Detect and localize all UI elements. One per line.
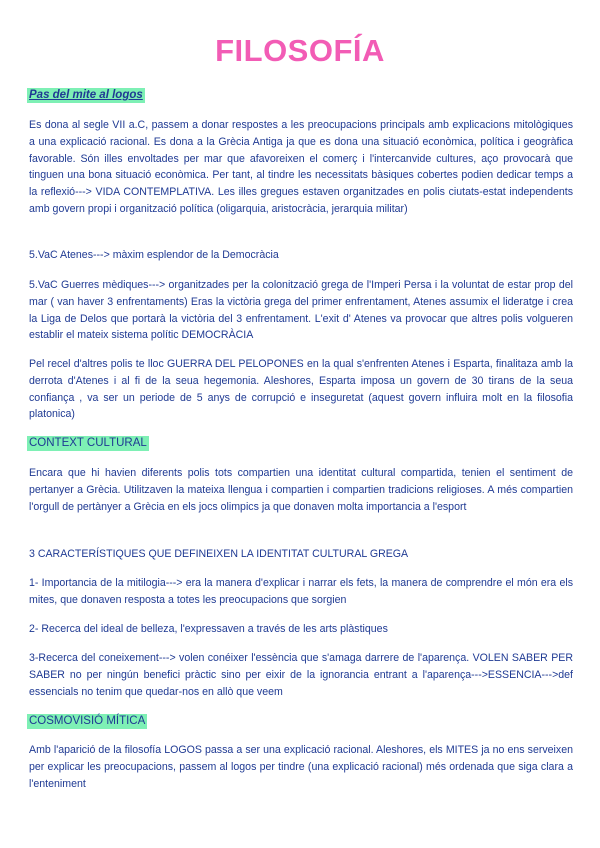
section-heading-cosmovisio: COSMOVISIÓ MÍTICA xyxy=(29,715,146,727)
paragraph-peloponnes: Pel recel d'altres polis te lloc GUERRA DEL PELOPONES en la qual s'enfrenten Atenes i Esparta, finalitaza amb la derrota d'Atenes i al fi de la seua hegemonia. Aleshores, Esparta imposa un govern de 30 tirans de la seua confiança , va ser un periode de 5 anys de corrupció e inseguretat (aquest govern influira molt en la filosofia platonica) xyxy=(29,358,573,421)
paragraph-mitologia: 1- Importancia de la mitilogia---> era la manera d'explicar i narrar els fets, la manera de comprendre el món era els mites, que donaven resposta a totes les preocupacions que sorgien xyxy=(29,577,573,606)
paragraph-caracteristiques-title: 3 CARACTERÍSTIQUES QUE DEFINEIXEN LA IDENTITAT CULTURAL GREGA xyxy=(29,548,409,560)
paragraph-belleza: 2- Recerca del ideal de belleza, l'expressaven a través de les arts plàstiques xyxy=(29,623,388,635)
paragraph-atenes: 5.VaC Atenes---> màxim esplendor de la Democràcia xyxy=(29,249,279,261)
section-heading-context-cultural: CONTEXT CULTURAL xyxy=(29,437,147,449)
paragraph-identitat: Encara que hi havien diferents polis tots compartien una identitat cultural compartida, tenien el sentiment de pertanyer a Grècia. Utilitzaven la mateixa llengua i compartien i compartien tradicions religioses. A més compartien l'orgull de pertànyer a Grècia en els jocs olimpics ja que donaven molta importancia a l'esport xyxy=(29,467,573,513)
paragraph-logos: Amb l'aparició de la filosofía LOGOS passa a ser una explicació racional. Aleshores, els MITES ja no ens serveixen per explicar les preocupacions, passem al logos per tindre (una explicació racional) més ordenada que siga clara a l'enteniment xyxy=(29,744,573,790)
paragraph-intro: Es dona al segle VII a.C, passem a donar respostes a les preocupacions principals amb explicacions mitològiques a una explicació racional. Es dona a la Grècia Antiga ja que es dona una situació econòmica, política i geogràfica favorable. Són illes envoltades per mar que afavoreixen el comerç i l'intercanvide cultures, aço provocarà que tinguen una bona situació econòmica. Per tant, al tindre les necessitats bàsiques cobertes podien dedicar temps a la reflexió---> VIDA CONTEMPLATIVA. Les illes gregues estaven organitzades en polis ciutats-estat independents amb govern propi i organització política (oligarquia, aristocràcia, jerarquia militar) xyxy=(29,119,573,215)
page-title: FILOSOFÍA xyxy=(215,33,385,68)
paragraph-guerres-mediques: 5.VaC Guerres mèdiques---> organitzades per la colonització grega de l'Imperi Persa i la voluntat de estar prop del mar ( van haver 3 enfrentaments) Eras la victòria grega del primer enfrentament, Atenes assumix el lideratge i crea la Liga de Delos que portarà la victòria del 3 enfrentament. L'exit d' Atenes va provocar que altres polis volgueren establir el mateix sistema polític DEMOCRÀCIA xyxy=(29,279,573,342)
section-heading-mite-logos: Pas del mite al logos xyxy=(29,89,143,101)
paragraph-coneixement: 3-Recerca del coneixement---> volen conéixer l'essència que s'amaga darrere de l'aparença. VOLEN SABER PER SABER no per ningún benefici pràctic sino per eixir de la ignorancia entrant a l'aparença--->ESSENCIA--->def essencials no tenim que quedar-nos en allò que veem xyxy=(29,652,573,698)
